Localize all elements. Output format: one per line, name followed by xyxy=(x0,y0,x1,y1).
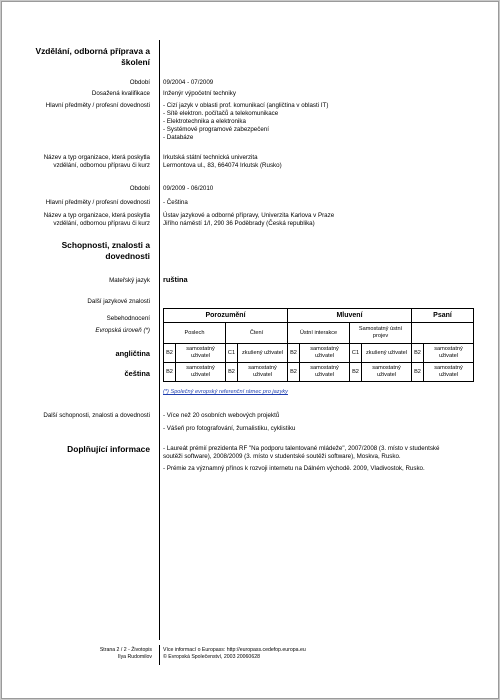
level-code: B2 xyxy=(288,344,300,363)
level-code: B2 xyxy=(164,363,176,382)
footer-line: Ilya Rudomilov xyxy=(117,654,152,660)
info-line: - Prémie za významný přínos k rozvoji internetu na Dálném východě. 2009, Vladivostok, Rusko. xyxy=(163,465,425,472)
level-code: B2 xyxy=(350,363,362,382)
level-desc: samostatný uživatel xyxy=(176,344,226,363)
european-level-label: Evropská úroveň (*) xyxy=(95,327,150,334)
subheader xyxy=(412,323,474,344)
level-desc: samostatný uživatel xyxy=(300,363,350,382)
footer-left xyxy=(100,647,152,661)
subjects-list xyxy=(163,102,328,142)
period-value: 09/2009 - 06/2010 xyxy=(163,185,214,192)
subheader: Samostatný ústní projev xyxy=(350,323,412,344)
organization-value xyxy=(163,212,334,228)
footer-right xyxy=(163,647,306,661)
self-assessment-label: Sebehodnocení xyxy=(106,315,150,322)
heading-line: Vzdělání, odborná příprava a xyxy=(35,46,150,56)
education-heading xyxy=(36,46,151,68)
level-code: C1 xyxy=(350,344,362,363)
group-header: Porozumění xyxy=(164,309,288,323)
footer-divider xyxy=(159,645,160,665)
subheader: Poslech xyxy=(164,323,226,344)
level-code: B2 xyxy=(226,363,238,382)
other-skills-label: Další schopnosti, znalosti a dovednosti xyxy=(43,412,150,419)
period-label: Období xyxy=(129,79,150,86)
mother-tongue-value: ruština xyxy=(163,275,188,284)
subjects-label: Hlavní předměty / profesní dovednosti xyxy=(45,102,150,109)
level-code: B2 xyxy=(412,363,424,382)
organization-label xyxy=(44,212,150,228)
level-code: B2 xyxy=(164,344,176,363)
subheader: Čtení xyxy=(226,323,288,344)
info-line: - Laureát prémií prezidenta RF "Na podporu talentované mládeže", 2007/2008 (3. místo v studentské xyxy=(163,445,440,452)
column-divider xyxy=(159,40,160,640)
footer-line: Strana 2 / 2 - Životopis xyxy=(99,647,152,653)
footnote-link[interactable]: (*) Společný evropský referenční rámec pro jazyky xyxy=(163,389,288,395)
level-code: C1 xyxy=(226,344,238,363)
other-skills-item: - Více než 20 osobních webových projektů xyxy=(163,412,280,419)
subjects-value: - Čeština xyxy=(163,199,188,206)
period-label: Období xyxy=(129,185,150,192)
other-skills-item: - Vášeň pro fotografování, žurnalistiku, cyklistiku xyxy=(163,425,296,432)
level-desc: samostatný uživatel xyxy=(424,344,474,363)
other-languages-label: Další jazykové znalosti xyxy=(87,298,150,305)
subject-item: - Cizí jazyk v oblasti prof. komunikací (angličtina v oblasti IT) xyxy=(163,102,329,109)
additional-info xyxy=(163,445,439,473)
skills-heading xyxy=(62,240,150,262)
table-row xyxy=(164,309,474,323)
heading-line: Schopnosti, znalosti a xyxy=(61,240,150,250)
table-row xyxy=(164,323,474,344)
group-header: Psaní xyxy=(412,309,474,323)
period-value: 09/2004 - 07/2009 xyxy=(163,79,214,86)
subheader: Ústní interakce xyxy=(288,323,350,344)
heading-line: dovednosti xyxy=(105,251,150,261)
language-table xyxy=(163,308,474,382)
level-code: B2 xyxy=(412,344,424,363)
subject-item: - Elektrotechnika a elektronika xyxy=(163,118,246,125)
label-line: vzdělání, odbornou přípravu či kurz xyxy=(53,162,150,169)
label-line: Název a typ organizace, která poskytla xyxy=(43,212,150,219)
level-desc: zkušený uživatel xyxy=(238,344,288,363)
label-line: Název a typ organizace, která poskytla xyxy=(43,154,150,161)
table-row xyxy=(164,344,474,363)
organization-value xyxy=(163,154,282,170)
level-desc: samostatný uživatel xyxy=(176,363,226,382)
table-row xyxy=(164,363,474,382)
level-desc: samostatný uživatel xyxy=(238,363,288,382)
level-desc: samostatný uživatel xyxy=(424,363,474,382)
heading-line: školení xyxy=(121,57,150,67)
organization-label xyxy=(44,154,150,170)
group-header: Mluvení xyxy=(288,309,412,323)
info-line: soutěži software), 2008/2009 (3. místo v studentské soutěži software), Moskva, Rusko. xyxy=(163,453,401,460)
subject-item: - Databáze xyxy=(163,134,194,141)
label-line: vzdělání, odbornou přípravu či kurz xyxy=(53,220,150,227)
mother-tongue-label: Mateřský jazyk xyxy=(109,277,150,284)
additional-heading: Doplňující informace xyxy=(67,444,150,454)
cv-page xyxy=(1,1,499,699)
org-line: Ústav jazykové a odborné přípravy, Univerzita Karlova v Praze xyxy=(163,212,335,219)
level-desc: samostatný uživatel xyxy=(300,344,350,363)
level-desc: zkušený uživatel xyxy=(362,344,412,363)
subject-item: - Sítě elektron. počítačů a telekomunikace xyxy=(163,110,279,117)
qualification-value: Inženýr výpočetní techniky xyxy=(163,90,236,97)
footer-line[interactable]: Více informací o Europass: http://europass.cedefop.europa.eu xyxy=(163,647,306,653)
language-name: čeština xyxy=(124,369,150,378)
level-desc: samostatný uživatel xyxy=(362,363,412,382)
org-line: Lermontova ul., 83, 664074 Irkutsk (Rusko) xyxy=(163,162,282,169)
language-name: angličtina xyxy=(115,349,150,358)
cef-footnote[interactable] xyxy=(163,389,288,395)
footer-line: © Evropská Společenství, 2003 20060628 xyxy=(163,654,260,660)
org-line: Irkutská státní technická univerzita xyxy=(163,154,258,161)
subjects-label: Hlavní předměty / profesní dovednosti xyxy=(45,199,150,206)
org-line: Jiřího náměstí 1/I, 290 36 Poděbrady (Česká republika) xyxy=(163,220,315,227)
qualification-label: Dosažená kvalifikace xyxy=(91,90,150,97)
level-code: B2 xyxy=(288,363,300,382)
subject-item: - Systémové programové zabezpečení xyxy=(163,126,269,133)
